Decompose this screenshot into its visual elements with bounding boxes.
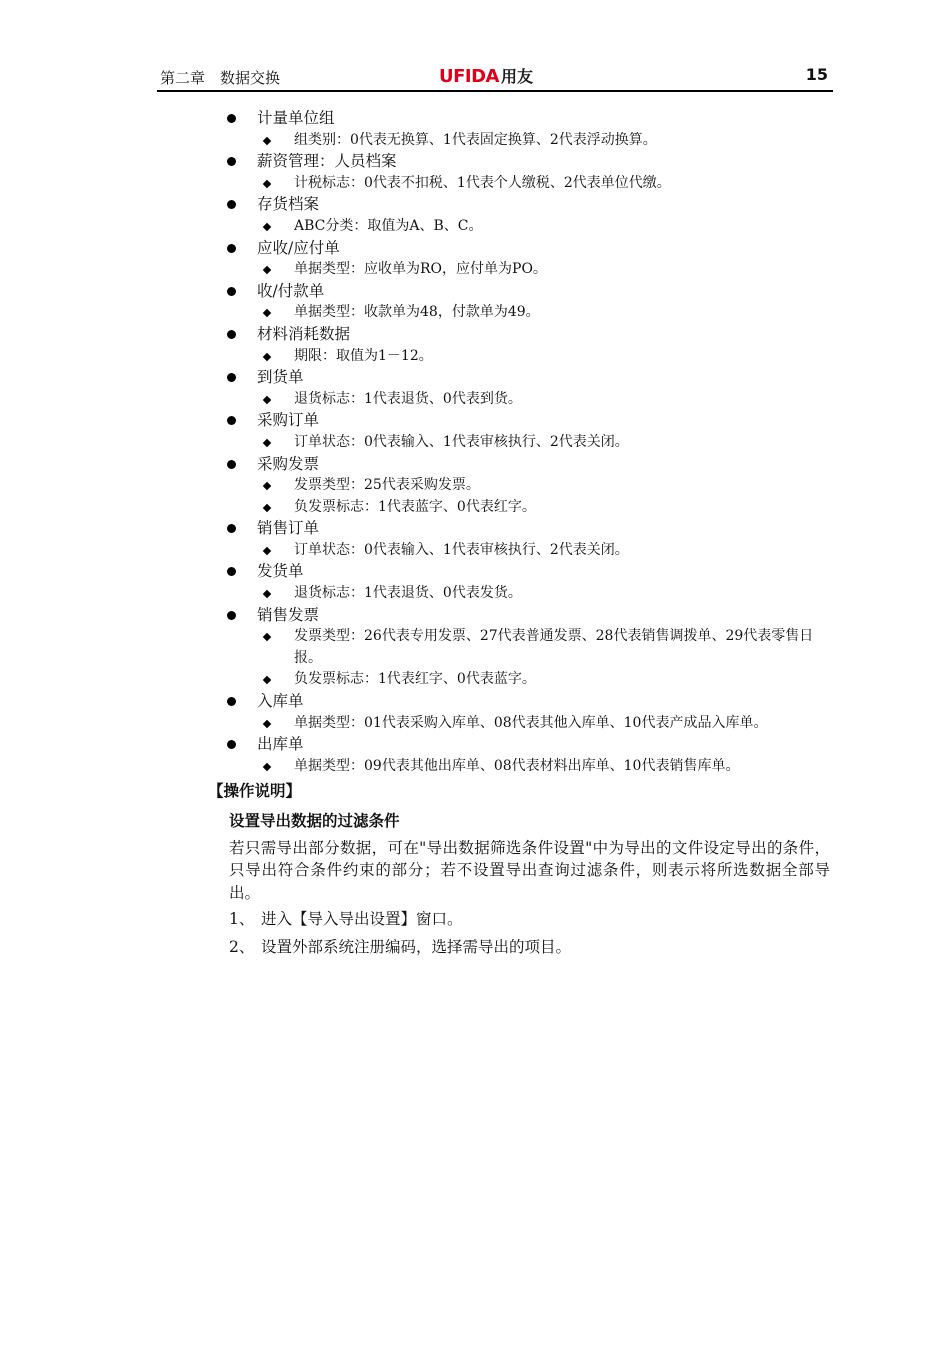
bullet-dot-icon [227,611,236,620]
step-item [229,935,571,957]
list-item [227,324,837,367]
sub-item-text: 单据类型：应收单为RO，应付单为PO。 [294,261,547,278]
bullet-dot-icon [227,114,236,123]
list-item-title [227,238,837,260]
diamond-bullet-icon [263,180,271,188]
subheading: 设置导出数据的过滤条件 [229,812,400,830]
list-item-title [227,454,837,476]
list-item-label: 到货单 [257,368,304,387]
bullet-dot-icon [227,373,236,382]
sub-item-text: 单据类型：09代表其他出库单、08代表材料出库单、10代表销售库单。 [294,757,740,774]
list-item-title [227,410,837,432]
bullet-dot-icon [227,697,236,706]
sub-item-text: ABC分类：取值为A、B、C。 [294,217,483,234]
list-item-label: 计量单位组 [257,109,335,127]
bullet-dot-icon [227,157,236,166]
bullet-dot-icon [227,524,236,533]
sub-item [227,432,837,454]
bullet-dot-icon [227,460,236,469]
sub-item [227,389,837,411]
page-number: 15 [805,65,828,84]
list-item-title [227,151,837,173]
sub-item [227,540,837,562]
diamond-bullet-icon [263,439,271,447]
list-item-label: 薪资管理：人员档案 [257,152,397,171]
list-item-title [227,561,837,583]
diamond-bullet-icon [263,719,271,727]
list-item-label: 入库单 [257,692,304,711]
description-paragraph: 若只需导出部分数据，可在"导出数据筛选条件设置"中为导出的文件设定导出的条件，只导出符合条件约束的部分；若不设置导出查询过滤条件，则表示将所选数据全部导出。 [229,839,830,902]
sub-item [227,216,837,238]
list-item [227,518,837,561]
chapter-title: 第二章 数据交换 [160,69,281,87]
step-text: 进入【导入导出设置】窗口。 [261,910,463,928]
list-item-label: 应收/应付单 [257,238,340,257]
sub-item [227,713,837,735]
sub-item-text: 发票类型：26代表专用发票、27代表普通发票、28代表销售调拨单、29代表零售日报。 [294,628,814,666]
sub-item [227,475,837,497]
diamond-bullet-icon [263,676,271,684]
list-item [227,605,837,691]
sub-item-text: 计税标志：0代表不扣税、1代表个人缴税、2代表单位代缴。 [294,174,671,191]
sub-item-text: 负发票标志：1代表蓝字、0代表红字。 [294,498,536,515]
sub-item-text: 负发票标志：1代表红字、0代表蓝字。 [294,671,536,688]
list-item-label: 销售发票 [257,605,320,624]
sub-item [227,583,837,605]
sub-item-text: 单据类型：收款单为48，付款单为49。 [294,304,540,321]
bullet-dot-icon [227,200,236,209]
bullet-dot-icon [227,244,236,253]
list-item [227,194,837,237]
diamond-bullet-icon [263,352,271,360]
list-item [227,734,837,777]
list-item [227,691,837,734]
sub-item-text: 退货标志：1代表退货、0代表到货。 [294,390,522,407]
diamond-bullet-icon [263,223,271,231]
list-item-label: 采购发票 [257,454,320,473]
sub-item-text: 期限：取值为1－12。 [294,347,433,364]
list-item [227,281,837,324]
logo-latin-text: UFIDA [439,66,499,87]
list-item [227,108,837,151]
list-item-label: 材料消耗数据 [257,324,351,343]
list-item-label: 存货档案 [257,195,320,214]
sub-item-text: 订单状态：0代表输入、1代表审核执行、2代表关闭。 [294,433,629,450]
sub-item [227,346,837,368]
section-title: 【操作说明】 [208,782,302,800]
list-item [227,410,837,453]
field-code-list [227,108,837,777]
list-item-title [227,281,837,303]
list-item-label: 采购订单 [257,411,320,430]
sub-item [227,130,837,152]
page-header [157,62,833,92]
list-item-title [227,734,837,756]
step-text: 设置外部系统注册编码，选择需导出的项目。 [261,938,572,956]
list-item-title [227,194,837,216]
diamond-bullet-icon [263,590,271,598]
bullet-dot-icon [227,567,236,576]
list-item-label: 出库单 [257,735,304,754]
diamond-bullet-icon [263,763,271,771]
list-item-title [227,367,837,389]
list-item [227,367,837,410]
sub-item [227,756,837,778]
diamond-bullet-icon [263,547,271,555]
diamond-bullet-icon [263,395,271,403]
list-item [227,454,837,519]
list-item-title [227,518,837,540]
list-item-title [227,324,837,346]
sub-item [227,626,837,669]
list-item-title [227,108,837,130]
sub-item [227,259,837,281]
list-item-title [227,691,837,713]
list-item [227,238,837,281]
list-item-label: 发货单 [257,562,304,581]
list-item-title [227,605,837,627]
list-item-label: 收/付款单 [257,281,325,300]
list-item [227,561,837,604]
diamond-bullet-icon [263,633,271,641]
step-item [229,907,463,929]
bullet-dot-icon [227,416,236,425]
step-number: 2、 [229,938,255,956]
diamond-bullet-icon [263,309,271,317]
diamond-bullet-icon [263,136,271,144]
sub-item [227,497,837,519]
logo-chinese-text: 用友 [500,67,533,86]
list-item [227,151,837,194]
diamond-bullet-icon [263,482,271,490]
diamond-bullet-icon [263,266,271,274]
sub-item [227,669,837,691]
sub-item-text: 退货标志：1代表退货、0代表发货。 [294,585,522,602]
sub-item-text: 单据类型：01代表采购入库单、08代表其他入库单、10代表产成品入库单。 [294,714,768,731]
sub-item-text: 发票类型：25代表采购发票。 [294,477,480,494]
sub-item-text: 组类别：0代表无换算、1代表固定换算、2代表浮动换算。 [294,131,657,148]
diamond-bullet-icon [263,503,271,511]
bullet-dot-icon [227,740,236,749]
bullet-dot-icon [227,330,236,339]
step-number: 1、 [229,910,255,928]
sub-item [227,173,837,195]
sub-item-text: 订单状态：0代表输入、1代表审核执行、2代表关闭。 [294,541,629,558]
bullet-dot-icon [227,287,236,296]
list-item-label: 销售订单 [257,519,320,538]
sub-item [227,302,837,324]
ufida-logo [439,64,533,87]
